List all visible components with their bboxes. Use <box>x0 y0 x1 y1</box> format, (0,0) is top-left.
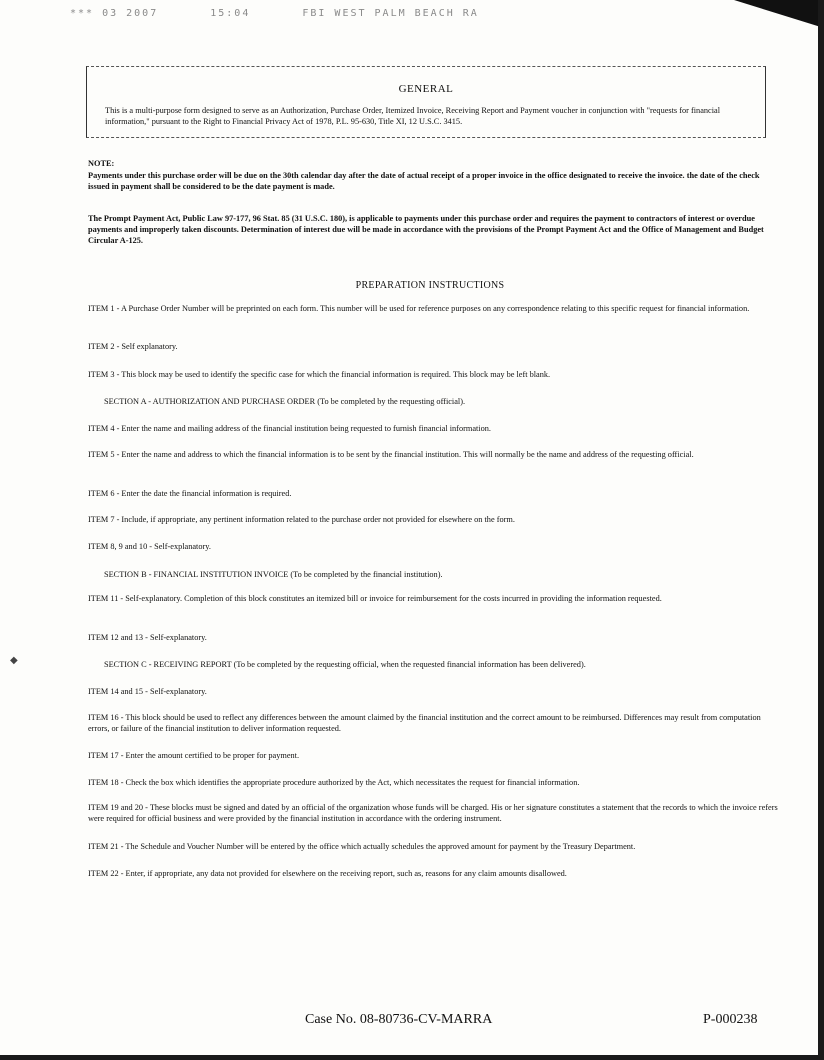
note-label: NOTE: <box>88 159 115 168</box>
item-14-15: ITEM 14 and 15 - Self-explanatory. <box>88 687 207 696</box>
item-5: ITEM 5 - Enter the name and address to which the financial information is to be sent by the financial institution. This will normally be the name and address of the requesting official. <box>88 450 694 459</box>
item-6: ITEM 6 - Enter the date the financial information is required. <box>88 489 292 498</box>
item-8-9-10: ITEM 8, 9 and 10 - Self-explanatory. <box>88 542 211 551</box>
general-section <box>86 66 766 138</box>
item-4: ITEM 4 - Enter the name and mailing address of the financial institution being requested to furnish financial information. <box>88 424 491 433</box>
scan-edge-right <box>818 0 824 1060</box>
note-paragraph-1: Payments under this purchase order will be due on the 30th calendar day after the date of actual receipt of a proper invoice in the office designated to receive the invoice. the date of the check issued in payment shall be considered to be the date payment is made. <box>88 171 760 191</box>
scan-edge-bottom <box>0 1055 824 1060</box>
fax-header <box>70 8 590 19</box>
item-17: ITEM 17 - Enter the amount certified to be proper for payment. <box>88 751 300 760</box>
margin-mark: ◆ <box>10 655 18 666</box>
item-1: ITEM 1 - A Purchase Order Number will be preprinted on each form. This number will be used for reference purposes on any correspondence relating to this specific request for financial information. <box>88 304 750 313</box>
section-b-heading: SECTION B - FINANCIAL INSTITUTION INVOICE (To be completed by the financial institution). <box>104 570 443 579</box>
fax-date: *** 03 2007 <box>70 8 159 19</box>
item-2: ITEM 2 - Self explanatory. <box>88 342 178 351</box>
section-c-heading: SECTION C - RECEIVING REPORT (To be completed by the requesting official, when the requested financial information has been delivered). <box>104 660 586 669</box>
preparation-title: PREPARATION INSTRUCTIONS <box>355 280 505 291</box>
section-a-heading: SECTION A - AUTHORIZATION AND PURCHASE ORDER (To be completed by the requesting official). <box>104 397 466 406</box>
case-number: Case No. 08-80736-CV-MARRA <box>305 1012 493 1027</box>
item-16: ITEM 16 - This block should be used to reflect any differences between the amount claimed by the financial institution and the correct amount to be reimbursed. Differences may result from computation errors, or failure of the financial institution to deliver information requested. <box>88 713 761 733</box>
item-12-13: ITEM 12 and 13 - Self-explanatory. <box>88 633 207 642</box>
general-title: GENERAL <box>398 83 454 95</box>
fax-time: 15:04 <box>210 8 251 19</box>
item-19-20: ITEM 19 and 20 - These blocks must be signed and dated by an official of the organization whose funds will be charged. His or her signature constitutes a statement that the records to which the invoice refers were required for official business and were provided by the financial institution in accordance with the ordering instrument. <box>88 803 778 823</box>
general-text: This is a multi-purpose form designed to serve as an Authorization, Purchase Order, Itemized Invoice, Receiving Report and Payment voucher in conjunction with "requests for financial information," pursuant to the Right to Financial Privacy Act of 1978, P.L. 95-630, Title XI, 12 U.S.C. 3415. <box>105 106 721 126</box>
bates-page-id: P-000238 <box>703 1012 758 1027</box>
item-21: ITEM 21 - The Schedule and Voucher Number will be entered by the office which actually schedules the approved amount for payment by the Treasury Department. <box>88 842 636 851</box>
item-7: ITEM 7 - Include, if appropriate, any pertinent information related to the purchase order not provided for elsewhere on the form. <box>88 515 515 524</box>
note-paragraph-2: The Prompt Payment Act, Public Law 97-177, 96 Stat. 85 (31 U.S.C. 180), is applicable to payments under this purchase order and requires the payment to contractors of interest or overdue payments and improperly taken discounts. Determination of interest due will be made in accordance with the provisions of the Prompt Payment Act and the Office of Management and Budget Circular A-125. <box>88 214 764 245</box>
item-18: ITEM 18 - Check the box which identifies the appropriate procedure authorized by the Act, which necessitates the request for financial information. <box>88 778 580 787</box>
item-3: ITEM 3 - This block may be used to identify the specific case for which the financial information is required. This block may be left blank. <box>88 370 551 379</box>
item-22: ITEM 22 - Enter, if appropriate, any data not provided for elsewhere on the receiving report, such as, reasons for any claim amounts disallowed. <box>88 869 567 878</box>
scan-corner-mark <box>734 0 824 28</box>
item-11: ITEM 11 - Self-explanatory. Completion of this block constitutes an itemized bill or invoice for reimbursement for the costs incurred in providing the information requested. <box>88 594 662 603</box>
fax-sender: FBI WEST PALM BEACH RA <box>302 8 479 19</box>
